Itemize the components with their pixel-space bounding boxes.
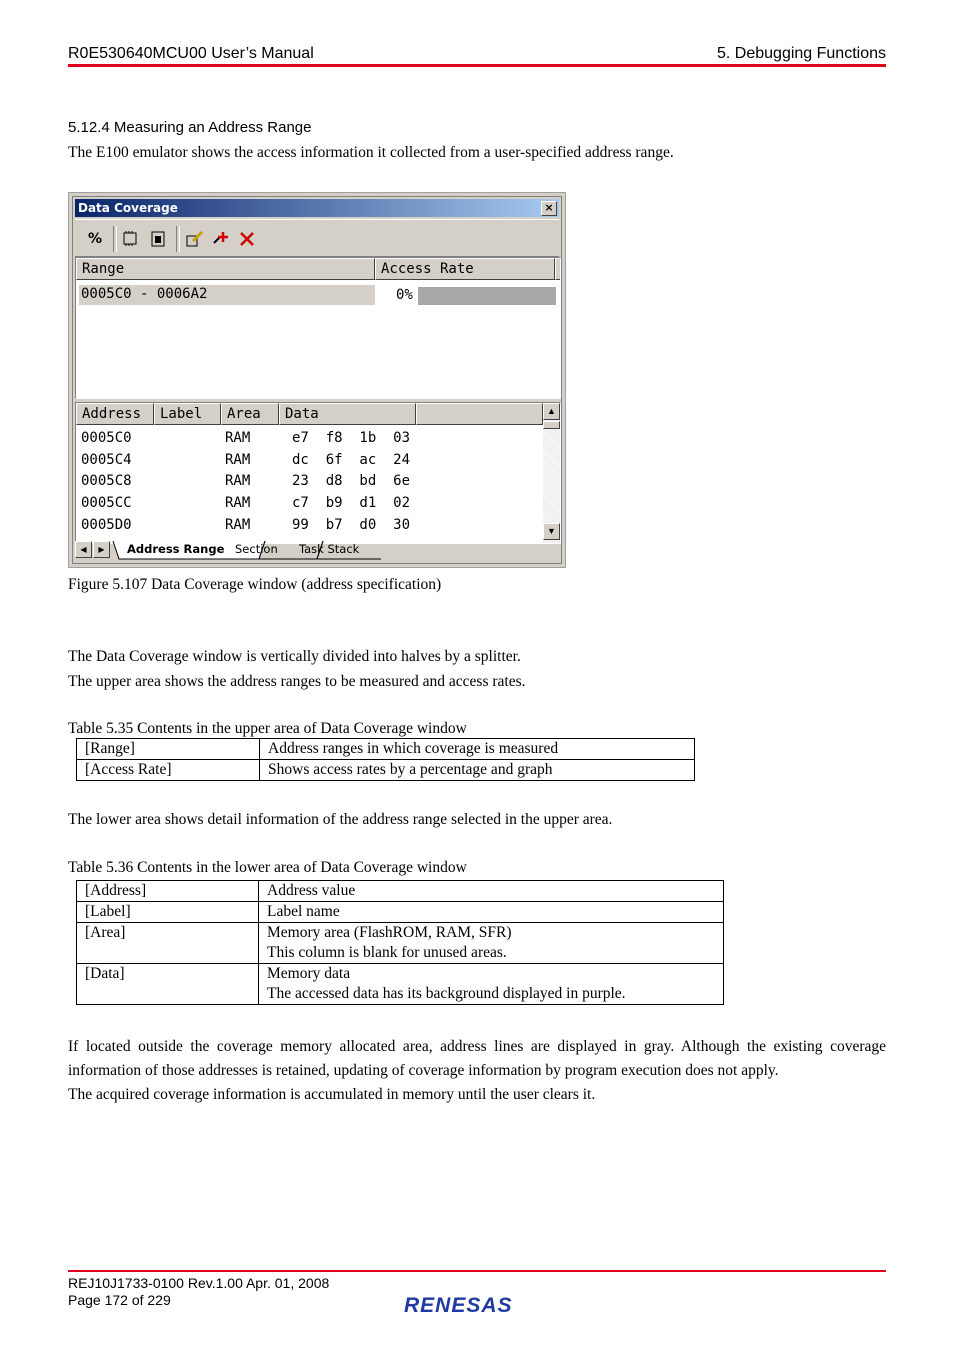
- paragraph-upper-area: The upper area shows the address ranges to be measured and access rates.: [68, 673, 526, 690]
- table-value-line: This column is blank for unused areas.: [267, 944, 507, 961]
- delete-range-icon[interactable]: [237, 229, 257, 249]
- table-value-line: Memory data: [267, 965, 351, 982]
- paragraph-gray-lines: If located outside the coverage memory allocated area, address lines are displayed in gray. Although the existing coverage information of those addresses is retained, updating of coverage information by program execution does not apply.: [68, 1038, 886, 1079]
- tab-scroll-right-icon[interactable]: ▶: [93, 541, 110, 558]
- column-header-data[interactable]: Data: [279, 403, 416, 425]
- tab-task-stack[interactable]: Task Stack: [299, 542, 360, 556]
- column-header-area[interactable]: Area: [221, 403, 279, 425]
- percent-button[interactable]: %: [87, 231, 103, 247]
- scroll-thumb[interactable]: [543, 421, 560, 429]
- rom-icon[interactable]: [121, 229, 141, 249]
- table-row[interactable]: [76, 452, 542, 472]
- table-value-cell: [259, 923, 724, 964]
- address-cell: 0005CC: [81, 495, 132, 512]
- table-row[interactable]: [76, 517, 542, 537]
- table-lower-area: [76, 880, 724, 1005]
- table-row[interactable]: [76, 495, 542, 515]
- tab-address-range[interactable]: Address Range: [127, 542, 225, 556]
- column-header-access-rate[interactable]: Access Rate: [375, 258, 555, 280]
- table-key-cell: [Access Rate]: [77, 760, 260, 781]
- data-cell: dc 6f ac 24: [292, 451, 411, 468]
- window-titlebar: [75, 199, 559, 217]
- range-cell: 0005C0 - 0006A2: [81, 286, 208, 302]
- column-header-address[interactable]: Address: [76, 403, 154, 425]
- table-row: [77, 902, 724, 923]
- table-value-line: Label name: [267, 903, 340, 920]
- table-row: [77, 760, 695, 781]
- table-value-cell: [259, 964, 724, 1005]
- data-coverage-window: [68, 192, 566, 568]
- table-value-line: Address value: [267, 882, 356, 899]
- lower-detail-pane[interactable]: [75, 402, 561, 544]
- paragraph-lower-area: The lower area shows detail information of the address range selected in the upper area.: [68, 811, 613, 828]
- upper-range-pane[interactable]: [75, 257, 561, 399]
- area-cell: RAM: [225, 516, 251, 533]
- data-cell: 23 d8 bd 6e: [292, 473, 411, 490]
- table-row: [77, 923, 724, 964]
- table-value-line: The accessed data has its background displayed in purple.: [267, 985, 626, 1002]
- data-cell: 99 b7 d0 30: [292, 516, 411, 533]
- data-cell: e7 f8 1b 03: [292, 430, 411, 446]
- edit-range-icon[interactable]: [185, 229, 205, 249]
- access-rate-cell: 0%: [396, 287, 413, 303]
- table-row[interactable]: [76, 430, 542, 450]
- table-key-cell: [Address]: [77, 881, 259, 902]
- toolbar-separator: [113, 226, 117, 252]
- table-key-cell: [Data]: [77, 964, 259, 1005]
- tab-scroll-left-icon[interactable]: ◀: [75, 541, 92, 558]
- header-rule: [68, 64, 886, 67]
- table-value-cell: Address ranges in which coverage is measured: [260, 739, 695, 760]
- address-cell: 0005D0: [81, 516, 132, 533]
- table-key-cell: [Area]: [77, 923, 259, 964]
- section-title: 5.12.4 Measuring an Address Range: [68, 119, 312, 136]
- tab-section[interactable]: Section: [235, 542, 278, 556]
- renesas-logo: RENESAS: [404, 1294, 513, 1317]
- table-row[interactable]: [76, 473, 542, 493]
- table-key-cell: [Label]: [77, 902, 259, 923]
- table2-caption: Table 5.36 Contents in the lower area of Data Coverage window: [68, 859, 467, 876]
- sheet-tabs: [75, 539, 559, 561]
- toolbar-separator: [176, 226, 180, 252]
- paragraph-splitter: The Data Coverage window is vertically divided into halves by a splitter.: [68, 648, 521, 665]
- access-rate-bar: [418, 287, 556, 305]
- column-header-label[interactable]: Label: [154, 403, 221, 425]
- table-key-cell: [Range]: [77, 739, 260, 760]
- figure-caption: Figure 5.107 Data Coverage window (address specification): [68, 576, 442, 593]
- window-title: Data Coverage: [78, 201, 178, 215]
- toolbar: [75, 219, 559, 257]
- area-cell: RAM: [225, 495, 251, 512]
- address-cell: 0005C0: [81, 430, 132, 446]
- table-upper-area: [76, 738, 695, 781]
- table-row: [77, 881, 724, 902]
- footer-rule: [68, 1270, 886, 1272]
- close-icon[interactable]: ×: [541, 201, 557, 216]
- area-cell: RAM: [225, 473, 251, 490]
- table-value-cell: Shows access rates by a percentage and graph: [260, 760, 695, 781]
- table-row: [77, 964, 724, 1005]
- table-value-line: Memory area (FlashROM, RAM, SFR): [267, 924, 512, 941]
- vertical-scrollbar[interactable]: [543, 403, 560, 543]
- scroll-up-icon[interactable]: ▲: [543, 403, 560, 420]
- table-value-cell: [259, 881, 724, 902]
- paragraph-accumulated: The acquired coverage information is accumulated in memory until the user clears it.: [68, 1086, 596, 1103]
- ram-icon[interactable]: [148, 229, 168, 249]
- header-chapter: 5. Debugging Functions: [717, 45, 886, 62]
- table-row: [77, 739, 695, 760]
- address-cell: 0005C4: [81, 451, 132, 468]
- column-header-filler: [416, 403, 543, 425]
- header-manual-title: R0E530640MCU00 User’s Manual: [68, 45, 314, 62]
- footer-doc-number: REJ10J1733-0100 Rev.1.00 Apr. 01, 2008: [68, 1275, 330, 1291]
- scroll-down-icon[interactable]: ▼: [543, 523, 560, 540]
- add-range-icon[interactable]: [211, 229, 231, 249]
- table-value-cell: [259, 902, 724, 923]
- column-header-range[interactable]: Range: [76, 258, 375, 280]
- column-header-filler: [555, 258, 561, 280]
- area-cell: RAM: [225, 451, 251, 468]
- table1-caption: Table 5.35 Contents in the upper area of Data Coverage window: [68, 720, 467, 737]
- data-cell: c7 b9 d1 02: [292, 495, 411, 512]
- address-cell: 0005C8: [81, 473, 132, 490]
- footer-page-number: Page 172 of 229: [68, 1292, 171, 1308]
- area-cell: RAM: [225, 430, 251, 446]
- intro-paragraph: The E100 emulator shows the access information it collected from a user-specified address range.: [68, 144, 674, 161]
